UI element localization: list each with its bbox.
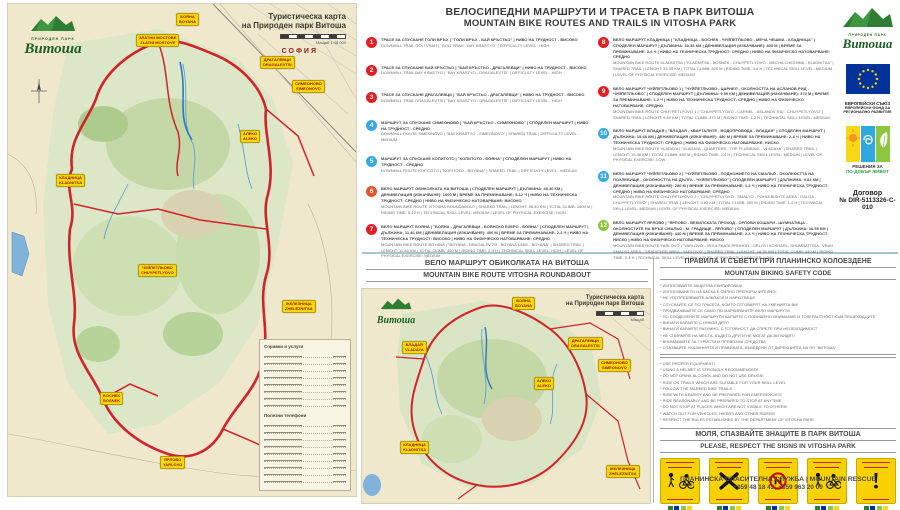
safety-rule: * ВНИМАВАЙТЕ ЗА ТУРИСТИ И ПРЕВОЗНИ СРЕДСТВА	[660, 339, 896, 345]
safety-rule: * ВИНАГИ КАРАЙТЕ РАЗУМНО, С ГОТОВНОСТ ДА СПРЕТЕ ПРИ НЕОБХОДИМОСТ	[660, 326, 896, 332]
mini-logo	[723, 506, 728, 510]
route-description	[613, 37, 834, 78]
solutions-caption-2: ПО-ДОБЪР ЖИВОТ	[839, 169, 896, 174]
route-text-bg: ВЕЛО МАРШРУТ ЯРЛОВО | "ЯРЛОВО - ВЕКИЛСКАТА ПРОХОД - ОРЛОВИ КОШАРИ - ШУМНАТИЦА - ОКОЛНОСТИТЕ НА ВРЪХ СМАЛЬО - М. ГРАДИЩЕ - ЯРЛОВО" | СПОДЕЛЕН МАРШРУТ | ДЪЛЖИНА: 18.55 КМ | ДЕНИВЕЛАЦИЯ (ИЗКАЧВАНЕ): 440 М | ВРЕМЕ ЗА ПРЕМИНАВАНЕ: 2-4 Ч | НИВО НА ТЕХНИЧЕСКА ТРУДНОСТ: НИСКО | НИВО НА ФИЗИЧЕСКО НАТОВАРВАНЕ: НИСКО	[613, 220, 834, 243]
signs-title-en: PLEASE, RESPECT THE SIGNS IN VITOSHA PARK	[660, 441, 896, 453]
sign-footer-logos	[660, 506, 700, 510]
safety-rule: * DO NOT STOP AT PLACES WHICH ARE NOT VISIBLE TO OTHERS!	[660, 404, 896, 410]
place-label: СИМЕОНОВО SIMEONOVO	[598, 359, 631, 372]
contract-block	[839, 190, 896, 211]
safety-rule: * СПАЗВАЙТЕ УКАЗАНИЯТА И ПРАВИЛАТА, ВЪВЕДЕНИ ОТ ДИРЕКЦИЯТА НА ПП "ВИТОША"	[660, 345, 896, 351]
routes-column-1	[366, 37, 593, 259]
route-item	[366, 92, 593, 104]
rescue-title: ПЛАНИНСКА СПАСИТЕЛНА СЛУЖБА | MOUNTAIN RESCUE	[660, 476, 896, 483]
route-item	[366, 186, 593, 215]
sign-text-line	[666, 462, 695, 463]
place-label: ЯРЛОВО YARLOVO	[160, 456, 185, 469]
route-description	[381, 92, 584, 104]
info-row	[264, 427, 346, 434]
route-text-en: MOUNTAIN BIKE ROUTE VITOSHA ROUNDABOUT | SHARED TRAIL | LENGHT: 48.40 KM | TOTAL CLIMB: 1600 M | RIDING TIME: 5-12 H | TECHNICAL SKILL LEVEL: MEDIUM | LEVEL OF PHYSICAL EXERCISE: HIGH	[381, 204, 593, 216]
route-description	[381, 186, 593, 215]
route-text-bg: ВЕЛО МАРШРУТ КЛАДНИЦА | "КЛАДНИЦА - БОСНЕК - ЧУЙПЕТЛЬОВО - МЕЧА ЧЕШМА - КЛАДНИЦА" | СПОДЕЛЕН МАРШРУТ | ДЪЛЖИНА: 33.35 КМ | ДЕНИВЕЛАЦИЯ (ИЗКАЧВАНЕ): 820 М | ВРЕМЕ ЗА ПРЕМИНАВАНЕ: 3-6 Ч | НИВО НА ТЕХНИЧЕСКА ТРУДНОСТ: СРЕДНО | НИВО НА ФИЗИЧЕСКО НАТОВАРВАНЕ: СРЕДНО	[613, 37, 834, 60]
vitosha-park-logo	[20, 14, 86, 58]
route-number-badge: 11	[598, 171, 609, 182]
info-row	[264, 358, 346, 365]
place-label: ЗЛАТНИ МОСТОВЕ ZLATNI MOSTOVE	[136, 34, 179, 47]
route-number-badge: 6	[366, 186, 377, 197]
route-text-bg: ТРАСЕ ЗА СПУСКАНЕ ГОЛИ ВРЪХ | "ГОЛИ ВРЪХ - БАЙ КРЪСТЬО" | НИВО НА ТРУДНОСТ - ВИСОКО	[381, 37, 578, 43]
route-number-badge: 4	[366, 120, 377, 131]
panel-title	[366, 6, 834, 29]
info-row	[264, 469, 346, 476]
mini-logo	[736, 506, 741, 510]
info-rows-phones	[264, 420, 346, 483]
route-description	[381, 156, 593, 173]
route-text-bg: МАРШРУТ ЗА СПУСКАНЕ СИМЕОНОВО | "БАЙ КРЪСТЬО - СИМЕОНОВО" | СПОДЕЛЕН МАРШРУТ | НИВО НА ТРУДНОСТ - СРЕДНО	[381, 120, 593, 132]
eu-caption-2: ЕВРОПЕЙСКИ ФОНД ЗА РЕГИОНАЛНО РАЗВИТИЕ	[839, 106, 896, 114]
safety-title-bg: ПРАВИЛА И СЪВЕТИ ПРИ ПЛАНИНСКО КОЛОЕЗДЕНЕ	[660, 258, 896, 268]
place-label: БОЯНА BOYANA	[512, 297, 535, 310]
mini-logo	[834, 506, 839, 510]
forest-patch	[422, 415, 482, 463]
sign-footer-logos	[709, 506, 749, 510]
info-row	[264, 351, 346, 358]
route-text-en: MOUNTAIN BIKE ROUTE CHUYPETLYOVO 1 | "CHUYPETLYOVO - CARNEL - ASLANOV RID - CHUYPETLYOVO" | SHARED TRAIL | LENGHT: 9.50 KM | TOTAL CLIMB: 370 M | RIDING TIME: 1-2 H | TECHNICAL SKILL LEVEL: MEDIUM	[613, 109, 834, 121]
park-logo-small-text: ПРИРОДЕН ПАРК	[839, 33, 896, 37]
mini-logo	[772, 506, 777, 510]
route-item	[366, 37, 593, 49]
route-item	[598, 171, 834, 212]
route-item	[598, 37, 834, 78]
roundabout-map	[362, 289, 650, 503]
mountain-ridge-icon	[842, 6, 894, 28]
rules-divider	[660, 354, 896, 358]
roundabout-title-en: MOUNTAIN BIKE ROUTE VITOSHA ROUNDABOUT	[366, 270, 648, 282]
safety-rule: * RIDE ON TRAILS WHICH ARE SUITABLE FOR YOUR SKILL LEVEL	[660, 380, 896, 386]
info-row	[264, 462, 346, 469]
sign-text-line	[715, 462, 744, 463]
route-text-en: MOUNTAIN BIKE ROUTE BOYANA | "BOYANA - DRAGALEVTSI - BOYANA LAKE - BOYANA" | SHARED TRAIL | LENGHT: 11.46 KM | TOTAL CLIMB: 400 M | RIDING TIME: 2-3 H | TECHNICAL SKILL LEVEL: HIGH | LEVEL OF PHYSICAL EXERCISE: MEDIUM	[381, 242, 593, 259]
mountain-ridge-icon	[380, 297, 412, 310]
eu-caption-1: ЕВРОПЕЙСКИ СЪЮЗ	[839, 101, 896, 106]
route-text-en: MOUNTAIN BIKE ROUTE VLADAYA | "VLADAYA - QUARTERS - THE PLUMBING - VLADAYA" | SHARED TRAIL | LENGHT: 15.48 KM | TOTAL CLIMB: 480 M | RIDING TIME: 2-4 H | TECHNICAL SKILL LEVEL: MEDIUM | LEVEL OF PHYSICAL EXERCISE: LOW	[613, 146, 834, 163]
forest-patch	[76, 326, 120, 362]
alpine-zone	[161, 190, 225, 238]
place-label: ДРАГАЛЕВЦИ DRAGALEVTSI	[260, 56, 295, 69]
roundabout-map-title	[566, 295, 644, 322]
route-description	[381, 224, 593, 259]
safety-rule: * RIDE REASONABLY AND BE PREPARED TO STOP AT ANYTIME	[660, 398, 896, 404]
route-number-badge: 12	[598, 220, 609, 231]
info-row	[264, 455, 346, 462]
info-row	[264, 441, 346, 448]
mountain-rescue-block	[660, 476, 896, 491]
place-label: БОСНЕК BOSNEK	[100, 392, 123, 405]
route-description	[613, 171, 834, 212]
info-row	[264, 434, 346, 441]
alpine-zone	[482, 397, 542, 441]
solutions-logo-block	[839, 126, 896, 174]
mini-logo	[877, 506, 882, 510]
place-label: АЛЕКО ALEKO	[240, 130, 260, 143]
safety-rule: * ВИНАГИ КАРАЙТЕ С НЯКОЙ ДРУГ!	[660, 320, 896, 326]
safety-rule: * FOLLOW THE MARKED BIKE TRAILS	[660, 386, 896, 392]
route-text-bg: ВЕЛО МАРШРУТ ЧУЙПЕТЛЬОВО 2 | "ЧУЙПЕТЛЬОВО - ПОДНОЖИЕТО НА СМАЛЬО - ОКОЛНОСТТА НА ПОХЛЕБИЩЕ - ОКОЛНОСТТА НА ДЪЛГА - ЧУЙПЕТЛЬОВО" | СПОДЕЛЕН МАРШРУТ | ДЪЛЖИНА: 9.82 КМ | ДЕНИВЕЛАЦИЯ (ИЗКАЧВАНЕ): 280 М | ВРЕМЕ ЗА ПРЕМИНАВАНЕ: 1-2 Ч | НИВО НА ТЕХНИЧЕСКА ТРУДНОСТ: СРЕДНО | НИВО НА ФИЗИЧЕСКО НАТОВАРВАНЕ: СРЕДНО	[613, 171, 834, 194]
mini-logo	[717, 506, 722, 510]
sign-text-line	[716, 499, 743, 500]
sign-text-line	[862, 462, 891, 463]
info-row	[264, 420, 346, 427]
route-number-badge: 1	[366, 37, 377, 48]
sign-text-line	[766, 467, 790, 468]
mini-logo	[681, 506, 686, 510]
vitosha-park-logo-small	[370, 297, 422, 326]
route-description	[381, 120, 593, 143]
safety-rule: * ИЗПОЛЗВАНЕТО НА КАСКА Е СИЛНО ПРЕПОРЪЧИТЕЛНО!	[660, 289, 896, 295]
route-text-bg: ТРАСЕ ЗА СПУСКАНЕ БАЙ КРЪСТЬО | "БАЙ КРЪСТЬО - ДРАГАЛЕВЦИ" | НИВО НА ТРУДНОСТ - ВИСОКО	[381, 65, 587, 71]
mountain-ridge-icon	[30, 14, 76, 32]
mini-logo	[668, 506, 673, 510]
scale-note: Мащаб 1:48 000	[242, 40, 346, 45]
place-label: КЛАДНИЦА KLADNITSA	[56, 174, 85, 187]
sign-text-line	[815, 467, 839, 468]
forest-patch	[106, 98, 230, 190]
route-number-badge: 10	[598, 128, 609, 139]
place-label: ЖЕЛЕЗНИЦА ZHELEZNITSA	[606, 465, 640, 478]
solutions-logo-icon	[839, 126, 896, 162]
route-number-badge: 7	[366, 224, 377, 235]
route-text-bg: ВЕЛО МАРШРУТ ВЛАДАЯ | "ВЛАДАЯ - КВАРТАЛИТЕ - ВОДОПРОВОДА - ВЛАДАЯ" | СПОДЕЛЕН МАРШРУТ | ДЪЛЖИНА: 15.48 КМ | ДЕНИВЕЛАЦИЯ (ИЗКАЧВАНЕ): 480 М | ВРЕМЕ ЗА ПРЕМИНАВАНЕ: 2-4 Ч | НИВО НА ТЕХНИЧЕСКА ТРУДНОСТ: СРЕДНО | НИВО НА ФИЗИЧЕСКО НАТОВАРВАНЕ: НИСКО	[613, 128, 834, 145]
logos-column	[839, 6, 896, 211]
roundabout-titles	[366, 258, 648, 282]
info-row	[264, 400, 346, 407]
safety-section	[660, 258, 896, 510]
safety-rule: * СПУСКАЙТЕ СЕ ПО ТРАСЕТА, КОИТО ОТГОВАРЯТ НА УМЕНИЯТА ВИ!	[660, 302, 896, 308]
route-text-bg: ВЕЛО МАРШРУТ ОБИКОЛКАТА НА ВИТОША | СПОДЕЛЕН МАРШРУТ | ДЪЛЖИНА: 48.40 КМ | ДЕНИВЕЛАЦИЯ (ИЗКАЧВАНЕ): 1600 М | ВРЕМЕ ЗА ПРЕМИНАВАНЕ: 5-12 Ч | НИВО НА ТЕХНИЧЕСКА ТРУДНОСТ: СРЕДНО | НИВО НА ФИЗИЧЕСКО НАТОВАРВАНЕ: ВИСОКО	[381, 186, 593, 203]
mini-logo	[815, 506, 820, 510]
place-label: ДРАГАЛЕВЦИ DRAGALEVTSI	[568, 337, 603, 350]
safety-rule: * НЕ СПИРАЙТЕ НА МЕСТА, КЪДЕТО ДРУГИ НЕ МОГАТ ДА ВИ ВИДЯТ!	[660, 333, 896, 339]
mini-logo	[864, 506, 869, 510]
vitosha-park-logo-right	[839, 6, 896, 50]
sign-footer-logos	[856, 506, 896, 510]
place-label: КЛАДНИЦА KLADNITSA	[400, 441, 429, 454]
route-text-bg: ВЕЛО МАРШРУТ ЧУЙПЕТЛЬОВО 1 | "ЧУЙПЕТЛЬОВО - ЦАРНЕЛ - ОКОЛНОСТТА НА АСЛАНОВ РИД - ЧУЙПЕТЛЬОВО" | СПОДЕЛЕН МАРШРУТ | ДЪЛЖИНА: 9.50 КМ | ДЕНИВЕЛАЦИЯ (ИЗКАЧВАНЕ): 370 М | ВРЕМЕ ЗА ПРЕМИНАВАНЕ: 1-2 Ч | НИВО НА ТЕХНИЧЕСКА ТРУДНОСТ: СРЕДНО | НИВО НА ФИЗИЧЕСКО НАТОВАРВАНЕ: СРЕДНО	[613, 86, 834, 109]
map-title-line2: на Природен парк Витоша	[242, 21, 346, 30]
route-text-en: DOWNHILL TRAIL DRAGALEVTSI | "BAY KRASTYO - DRAGALEVTSI" | DIFFICULTY LEVEL - HIGH	[381, 98, 584, 104]
route-item	[366, 120, 593, 143]
info-row	[264, 379, 346, 386]
sign-text-line	[863, 499, 890, 500]
info-row	[264, 393, 346, 400]
map-title-line2: на Природен парк Витоша	[566, 301, 644, 307]
safety-rule: * USING A HELMET IS STRONGLY RECOMMENDED!	[660, 367, 896, 373]
sign-text-line	[764, 462, 793, 463]
safety-rule: * RESPECT THE RULES ESTABLISHED BY THE DEPARTMENT OF VITOSHA PARK	[660, 417, 896, 423]
route-item	[366, 65, 593, 77]
mini-logo	[785, 506, 790, 510]
mini-logo	[870, 506, 875, 510]
route-text-en: MOUNTAIN BIKE ROUTE YARLOVO | "YARLOVO - VEKILSKATA PROHOD - ORLOVI KOSHARI - SHUMNATITSA - VRAH SMALYO AREA - GRADISHTE AREA - YARLOVO" | SHARED TRAIL | LENGHT: 18.55 KM | TOTAL CLIMB: 440 M | RIDING TIME: 2-4 H | TECHNICAL SKILL LEVEL: LOW | LEVEL OF PHYSICAL EXERCISE: LOW	[613, 243, 834, 260]
route-description	[381, 37, 578, 49]
info-row	[264, 476, 346, 483]
sign-text-line	[864, 467, 888, 468]
scale-bar	[596, 311, 644, 316]
route-text-en: DOWNHILL ROUTE SIMEONOVO | "BAY KRASTYO - SIMEONOVO" | SHARED TRAIL | DIFFICULTY LEVEL - MEDIUM	[381, 131, 593, 143]
signs-title-bg: МОЛЯ, СПАЗВАЙТЕ ЗНАЦИТЕ В ПАРК ВИТОША	[660, 428, 896, 441]
map-title-line1: Туристическа карта	[242, 12, 346, 21]
sign-text-line	[765, 499, 792, 500]
park-logo-name: Витоша	[839, 37, 896, 50]
mini-logo	[730, 506, 735, 510]
route-number-badge: 3	[366, 92, 377, 103]
sofia-label: СОФИЯ	[282, 48, 318, 55]
sign-text-line	[668, 467, 692, 468]
panel-title-en: MOUNTAIN BIKE ROUTES AND TRAILS IN VITOSHA PARK	[366, 18, 834, 29]
forest-patch	[78, 106, 128, 142]
vertical-divider	[653, 258, 654, 503]
eu-flag-block	[839, 64, 896, 114]
place-label: СИМЕОНОВО SIMEONOVO	[292, 80, 325, 93]
contract-label: Договор	[839, 190, 896, 197]
sign-footer-logos	[758, 506, 798, 510]
route-text-bg: ВЕЛО МАРШРУТ БОЯНА | "БОЯНА - ДРАГАЛЕВЦИ - БОЯНСКО ЕЗЕРО - БОЯНА" | СПОДЕЛЕН МАРШРУТ | ДЪЛЖИНА: 11.46 КМ | ДЕНИВЕЛАЦИЯ (ИЗКАЧВАНЕ): 400 М | ВРЕМЕ ЗА ПРЕМИНАВАНЕ: 2-3 Ч | НИВО НА ТЕХНИЧЕСКА ТРУДНОСТ: ВИСОКО | НИВО НА ФИЗИЧЕСКО НАТОВАРВАНЕ: СРЕДНО	[381, 224, 593, 241]
solutions-caption-1: РЕШЕНИЯ ЗА	[839, 164, 896, 169]
safety-rules-en	[660, 361, 896, 423]
mini-logo	[674, 506, 679, 510]
compass-rose-icon	[30, 78, 48, 104]
route-item	[598, 220, 834, 261]
sign-text-line	[667, 499, 694, 500]
lake	[363, 474, 381, 496]
park-logo-name: Витоша	[370, 315, 422, 326]
contract-number: № DIR-5113326-C-010	[839, 197, 896, 211]
route-item	[366, 224, 593, 259]
route-number-badge: 9	[598, 86, 609, 97]
safety-rule: * НЕ УПОТРЕБЯВАЙТЕ АЛКОХОЛ И НАРКОТИЦИ!	[660, 295, 896, 301]
sign-text-line	[814, 499, 841, 500]
safety-rule: * ПРИДВИЖВАЙТЕ СЕ САМО ПО МАРКИРАНИТЕ ВЕЛО МАРШРУТИ	[660, 308, 896, 314]
place-label: АЛЕКО ALEKO	[534, 377, 554, 390]
mini-logo	[828, 506, 833, 510]
info-box-header-1: Справки и услуги	[264, 344, 346, 349]
route-item	[366, 156, 593, 173]
safety-rule: * DO NOT DRINK ALCOHOL AND DO NOT USE DRUGS!	[660, 373, 896, 379]
mini-logo	[687, 506, 692, 510]
map-title-block	[242, 12, 346, 45]
eu-flag-icon	[846, 64, 890, 94]
info-rows-services	[264, 351, 346, 407]
place-label: ЖЕЛЕЗНИЦА ZHELEZNITSA	[282, 300, 316, 313]
route-text-en: MOUNTAIN BIKE ROUTE CHUYPETLYOVO 2 | "CHUYPETLYOVO - SMALYO - POHLEBISHTE AREA - DALGA - CHUYPETLYOVO" | SHARED TRAIL | LENGHT: 9.82 KM | TOTAL CLIMB: 280 M | RIDING TIME: 1-2 H | TECHNICAL SKILL LEVEL: MEDIUM | LEVEL OF PHYSICAL EXERCISE: MEDIUM	[613, 194, 834, 211]
rescue-phones: +359 48 18 43; +359 963 20 00	[660, 484, 896, 491]
mini-logo	[883, 506, 888, 510]
info-row	[264, 365, 346, 372]
route-item	[598, 86, 834, 121]
route-description	[613, 86, 834, 121]
info-box-header-2: Полезни телефони	[264, 413, 346, 418]
park-logo-name: Витоша	[20, 41, 86, 58]
route-number-badge: 8	[598, 37, 609, 48]
mini-logo	[821, 506, 826, 510]
info-row	[264, 372, 346, 379]
sign-text-line	[813, 462, 842, 463]
info-row	[264, 448, 346, 455]
routes-column-2	[598, 37, 834, 268]
safety-title-en: MOUNTAIN BIKING SAFETY CODE	[660, 268, 896, 280]
route-description	[613, 220, 834, 261]
safety-rule: * RIDE WITH A BUDDY AND BE PREPARED FOR EMERGENCIES!	[660, 392, 896, 398]
place-label: БОЯНА BOYANA	[176, 13, 199, 26]
main-map	[8, 4, 356, 496]
mini-logo	[779, 506, 784, 510]
safety-rule: * WATCH OUT FOR VEHICLES, HIKERS AND OTHER RIDERS	[660, 411, 896, 417]
route-text-en: MOUNTAIN BIKE ROUTE KLADNITSA | "KLADNITSA - BOSNEK - CHUYPETLYOVO - MECHA CHESHMA - KLADNITSA" | SHARED TRAIL | LENGHT: 33.35 KM | TOTAL CLIMB: 820 M | RIDING TIME: 3-6 H | TECHNICAL SKILL LEVEL: MEDIUM | LEVEL OF PHYSICAL EXERCISE: MEDIUM	[613, 60, 834, 77]
safety-rule: * ПО СПОДЕЛЕНИТЕ МАРШРУТИ КАРАЙТЕ С ПОВИШЕНО ВНИМАНИЕ И ТОЛЕРАНТНОСТ КЪМ ПЕШЕХОДЦИТЕ	[660, 314, 896, 320]
route-text-bg: МАРШРУТ ЗА СПУСКАНЕ КОПИТОТО | "КОПИТОТО - БОЯНА" | СПОДЕЛЕН МАРШРУТ | НИВО НА ТРУДНОСТ - СРЕДНО	[381, 156, 593, 168]
signs-heading	[660, 428, 896, 453]
route-number-badge: 2	[366, 65, 377, 76]
safety-rule: * USE PROPER EQUIPMENT!	[660, 361, 896, 367]
roundabout-title-bg: ВЕЛО МАРШРУТ ОБИКОЛКАТА НА ВИТОША	[366, 258, 648, 270]
route-text-en: DOWNHILL TRAIL BAY KRASTYO | "BAY KRASTYO - DRAGALEVTSI" | DIFFICULTY LEVEL - HIGH	[381, 70, 587, 76]
scale-note: Мащаб	[566, 317, 644, 322]
map-title-line1: Туристическа карта	[566, 295, 644, 301]
route-text-en: DOWNHILL TRAIL GOLI VRAH | "GOLI VRAH - BAY KRASTYO" | DIFFICULTY LEVEL - HIGH	[381, 43, 578, 49]
mini-logo	[766, 506, 771, 510]
scale-bar	[280, 34, 346, 39]
route-number-badge: 5	[366, 156, 377, 167]
route-description	[381, 65, 587, 77]
forest-patch	[163, 312, 223, 356]
panel-title-bg: ВЕЛОСИПЕДНИ МАРШРУТИ И ТРАСЕТА В ПАРК ВИТОША	[366, 6, 834, 18]
safety-rule: * ИЗПОЛЗВАЙТЕ ЗАЩИТНА ЕКИПИРОВКА!	[660, 283, 896, 289]
place-label: ВЛАДАЯ VLADAYA	[402, 341, 427, 354]
route-text-bg: ТРАСЕ ЗА СПУСКАНЕ ДРАГАЛЕВЦИ | "БАЙ КРЪСТЬО - ДРАГАЛЕВЦИ" | НИВО НА ТРУДНОСТ - ВИСОКО	[381, 92, 584, 98]
safety-rules-bg	[660, 283, 896, 351]
park-logo-small-text: ПРИРОДЕН ПАРК	[20, 37, 86, 41]
route-text-en: DOWNHILL ROUTE KOPITOTO | "KOPITOTO - BOYANA" | SHARED TRAIL | DIFFICULTY LEVEL - MEDIUM	[381, 168, 593, 174]
sign-footer-logos	[807, 506, 847, 510]
place-label: ЧУЙПЕТЛЬОВО CHUYPETLYOVO	[138, 264, 177, 277]
info-row	[264, 386, 346, 393]
route-description	[613, 128, 834, 163]
sign-text-line	[717, 467, 741, 468]
map-info-box	[259, 339, 351, 491]
route-item	[598, 128, 834, 163]
